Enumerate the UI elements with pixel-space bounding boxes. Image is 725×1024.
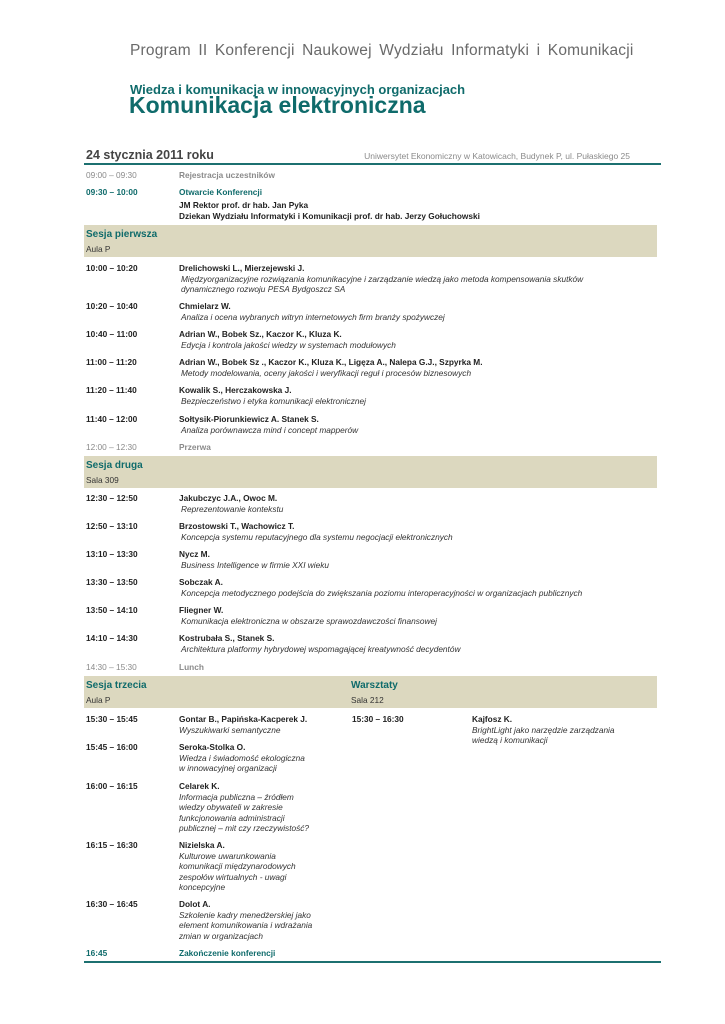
paper-title: koncepcyjne [179,882,226,892]
slot-time: 14:10 – 14:30 [86,633,138,643]
conference-venue: Uniwersytet Ekonomiczny w Katowicach, Budynek P, ul. Pułaskiego 25 [364,151,630,161]
slot-time: 12:30 – 12:50 [86,493,138,503]
paper-title: Koncepcja metodycznego podejścia do zwiększania poziomu interoperacyjności w organizacjach publicznych [181,587,583,598]
paper-title: Bezpieczeństwo i etyka komunikacji elektronicznej [181,395,366,406]
paper-title: Wiedza i świadomość ekologiczna [179,752,305,763]
slot-time: 12:50 – 13:10 [86,521,138,531]
paper-authors: Nizielska A. [179,840,225,850]
session-header-1 [84,225,657,257]
slot-time: 15:45 – 16:00 [86,742,138,752]
program-title: Program II Konferencji Naukowej Wydziału Informatyki i Komunikacji [130,42,634,59]
paper-authors: Chmielarz W. [179,301,231,311]
paper-title: Architektura platformy hybrydowej wspomagającej kreatywność decydentów [181,643,461,654]
paper-title: Międzyorganizacyjne rozwiązania komunikacyjne i zarządzanie wiedzą jako metoda kompensowania skutków [181,273,584,284]
opening-speaker-1: JM Rektor prof. dr hab. Jan Pyka [179,200,309,210]
session-title: Sesja trzecia [86,680,147,691]
slot-time: 11:20 – 11:40 [86,385,137,395]
paper-title: Kulturowe uwarunkowania [179,850,276,861]
paper-title: Komunikacja elektroniczna w obszarze sprawozdawczości finansowej [181,615,437,626]
slot-time: 16:00 – 16:15 [86,781,138,791]
paper-title: Wyszukiwarki semantyczne [179,724,281,735]
session-room: Sala 309 [86,475,119,485]
slot-time: 13:10 – 13:30 [86,549,138,559]
break-label: Przerwa [179,442,211,452]
paper-title: zmian w organizacjach [179,930,263,941]
paper-title: zespołów wirtualnych - uwagi [179,871,287,882]
paper-title: Informacja publiczna – źródłem [179,791,294,802]
registration-label: Rejestracja uczestników [179,170,275,180]
paper-authors: Celarek K. [179,781,220,791]
slot-time: 11:40 – 12:00 [86,414,138,424]
slot-time: 15:30 – 16:30 [352,714,404,724]
slot-time: 14:30 – 15:30 [86,662,137,672]
workshop-title: BrightLight jako narzędzie zarządzania [472,724,615,735]
paper-authors: Fliegner W. [179,605,224,615]
slot-time: 10:20 – 10:40 [86,301,138,311]
session-room: Aula P [86,695,111,705]
slot-time: 13:30 – 13:50 [86,577,138,587]
paper-title: Business Intelligence w firmie XXI wieku [181,559,330,570]
slot-time: 10:00 – 10:20 [86,263,138,273]
paper-title: element komunikowania i wdrażania [179,920,313,930]
workshops-title: Warsztaty [351,680,398,691]
paper-authors: Kowalik S., Herczakowska J. [179,385,292,395]
paper-title: funkcjonowania administracji [179,812,285,823]
paper-authors: Gontar B., Papińska-Kacperek J. [179,714,308,724]
slot-time: 10:40 – 11:00 [86,329,138,339]
paper-title: publicznej – mit czy rzeczywistość? [179,823,310,833]
paper-authors: Sołtysik-Piorunkiewicz A. Stanek S. [179,414,319,424]
slot-time: 12:00 – 12:30 [86,442,137,452]
paper-title: Reprezentowanie kontekstu [181,503,284,514]
paper-title: Koncepcja systemu reputacyjnego dla systemu negocjacji elektronicznych [181,531,453,542]
workshop-presenter: Kajfosz K. [472,714,513,724]
closing-label: Zakończenie konferencji [179,948,276,958]
paper-authors: Drelichowski L., Mierzejewski J. [179,263,305,273]
paper-title: Analiza i ocena wybranych witryn internetowych firm branży spożywczej [181,311,445,322]
slot-time: 13:50 – 14:10 [86,605,138,615]
paper-title: Metody modelowania, oceny jakości i weryfikacji reguł i procesów biznesowych [181,367,472,378]
workshops-room: Sala 212 [351,695,384,705]
paper-authors: Adrian W., Bobek Sz., Kaczor K., Kluza K. [179,329,342,339]
paper-title-cont: dynamicznego rozwoju PESA Bydgoszcz SA [181,284,346,294]
opening-speaker-2: Dziekan Wydziału Informatyki i Komunikacji prof. dr hab. Jerzy Gołuchowski [179,210,480,221]
paper-title: Edycja i kontrola jakości wiedzy w systemach modułowych [181,339,396,350]
paper-authors: Jakubczyc J.A., Owoc M. [179,493,278,503]
session-header-2 [84,456,657,488]
conference-title: Komunikacja elektroniczna [129,92,426,118]
conference-date: 24 stycznia 2011 roku [86,148,214,162]
slot-time: 16:30 – 16:45 [86,899,138,909]
slot-time: 11:00 – 11:20 [86,357,137,367]
paper-authors: Seroka-Stolka O. [179,742,246,752]
paper-authors: Kostrubała S., Stanek S. [179,633,275,643]
lunch-label: Lunch [179,662,204,672]
paper-title: komunikacji międzynarodowych [179,861,296,871]
paper-title: Szkolenie kadry menedżerskiej jako [179,909,311,920]
session-title: Sesja pierwsza [86,229,158,240]
paper-authors: Brzostowski T., Wachowicz T. [179,521,295,531]
slot-time: 16:15 – 16:30 [86,840,138,850]
slot-time: 15:30 – 15:45 [86,714,138,724]
session-header-3 [84,676,657,708]
paper-authors: Adrian W., Bobek Sz ., Kaczor K., Kluza K., Ligęza A., Nalepa G.J., Szpyrka M. [179,357,483,367]
slot-time: 16:45 [86,948,108,958]
date-row [86,148,658,164]
header-rule [84,163,661,165]
paper-authors: Nycz M. [179,549,210,559]
opening-label: Otwarcie Konferencji [179,187,262,197]
workshop-title-cont: wiedzą i komunikacji [472,735,548,745]
paper-authors: Sobczak A. [179,577,223,587]
paper-title: Analiza porównawcza mind i concept mapperów [181,424,359,435]
slot-time: 09:30 – 10:00 [86,187,138,197]
paper-title: wiedzy obywateli w zakresie [179,802,283,812]
slot-time: 09:00 – 09:30 [86,170,137,180]
paper-authors: Dolot A. [179,899,211,909]
paper-title: w innowacyjnej organizacji [179,763,277,773]
footer-rule [84,961,661,963]
session-room: Aula P [86,244,111,254]
session-title: Sesja druga [86,460,143,471]
conference-subtitle: Wiedza i komunikacja w innowacyjnych organizacjach [130,82,466,97]
